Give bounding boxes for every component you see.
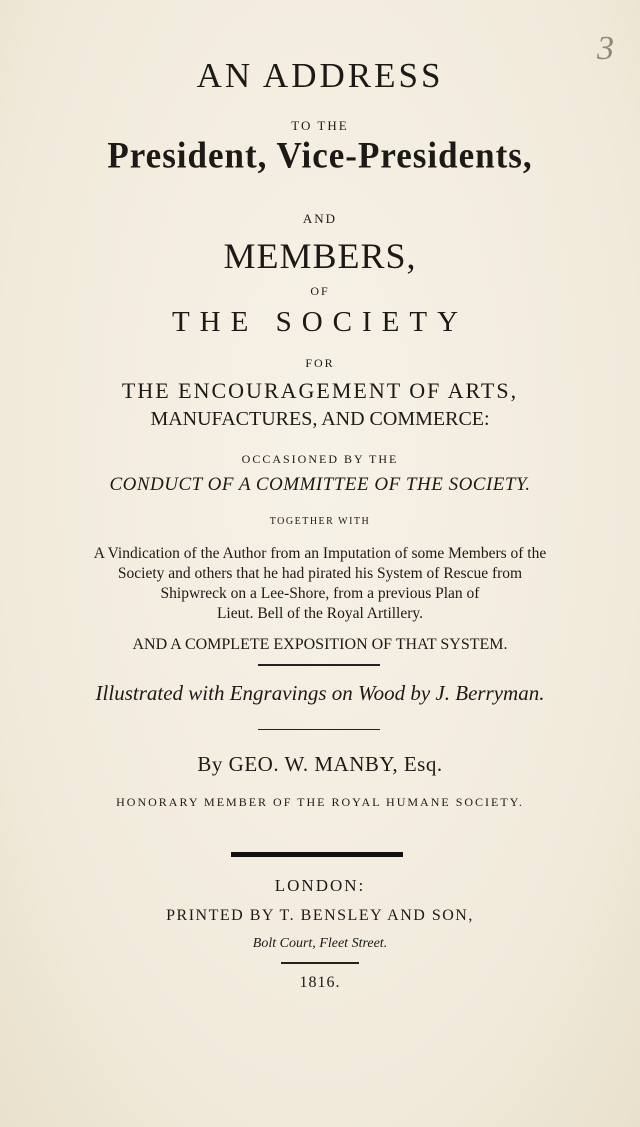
year-line: 1816. bbox=[299, 974, 341, 991]
main-title: AN ADDRESS bbox=[196, 56, 444, 95]
society-heading: THE SOCIETY bbox=[171, 306, 469, 338]
printer-address: Bolt Court, Fleet Street. bbox=[252, 936, 388, 951]
illustrated-line: Illustrated with Engravings on Wood by J. Berryman. bbox=[95, 681, 545, 705]
printer-line: PRINTED BY T. BENSLEY AND SON, bbox=[166, 907, 474, 924]
divider-rule bbox=[258, 664, 380, 666]
together-with-line: TOGETHER WITH bbox=[269, 516, 371, 527]
manufactures-heading: MANUFACTURES, AND COMMERCE: bbox=[150, 408, 490, 430]
vindication-paragraph bbox=[0, 544, 640, 624]
vindication-line: A Vindication of the Author from an Imputation of some Members of the bbox=[93, 545, 547, 562]
divider-rule bbox=[258, 729, 380, 730]
addressees-blackletter: President, Vice-Presidents, bbox=[107, 135, 533, 176]
honorary-line: HONORARY MEMBER OF THE ROYAL HUMANE SOCIETY. bbox=[116, 795, 524, 809]
to-the-line: TO THE bbox=[291, 118, 349, 133]
exposition-line: AND A COMPLETE EXPOSITION OF THAT SYSTEM. bbox=[132, 636, 508, 653]
author-line: By GEO. W. MANBY, Esq. bbox=[197, 752, 443, 776]
occasioned-line: OCCASIONED BY THE bbox=[241, 452, 399, 466]
of-line: OF bbox=[310, 284, 330, 298]
london-line: LONDON: bbox=[274, 876, 366, 895]
encouragement-heading: THE ENCOURAGEMENT OF ARTS, bbox=[121, 378, 519, 403]
and-line: AND bbox=[302, 211, 338, 226]
thick-divider-rule bbox=[231, 852, 403, 857]
members-heading: MEMBERS, bbox=[223, 236, 417, 276]
conduct-heading: CONDUCT OF A COMMITTEE OF THE SOCIETY. bbox=[109, 474, 531, 495]
vindication-line: Shipwreck on a Lee-Shore, from a previous Plan of bbox=[160, 585, 480, 602]
vindication-line: Society and others that he had pirated his System of Rescue from bbox=[117, 565, 523, 582]
short-divider-rule bbox=[281, 962, 359, 964]
vindication-line: Lieut. Bell of the Royal Artillery. bbox=[216, 605, 424, 622]
page-number: 3 bbox=[597, 30, 614, 67]
for-line: FOR bbox=[305, 356, 335, 370]
